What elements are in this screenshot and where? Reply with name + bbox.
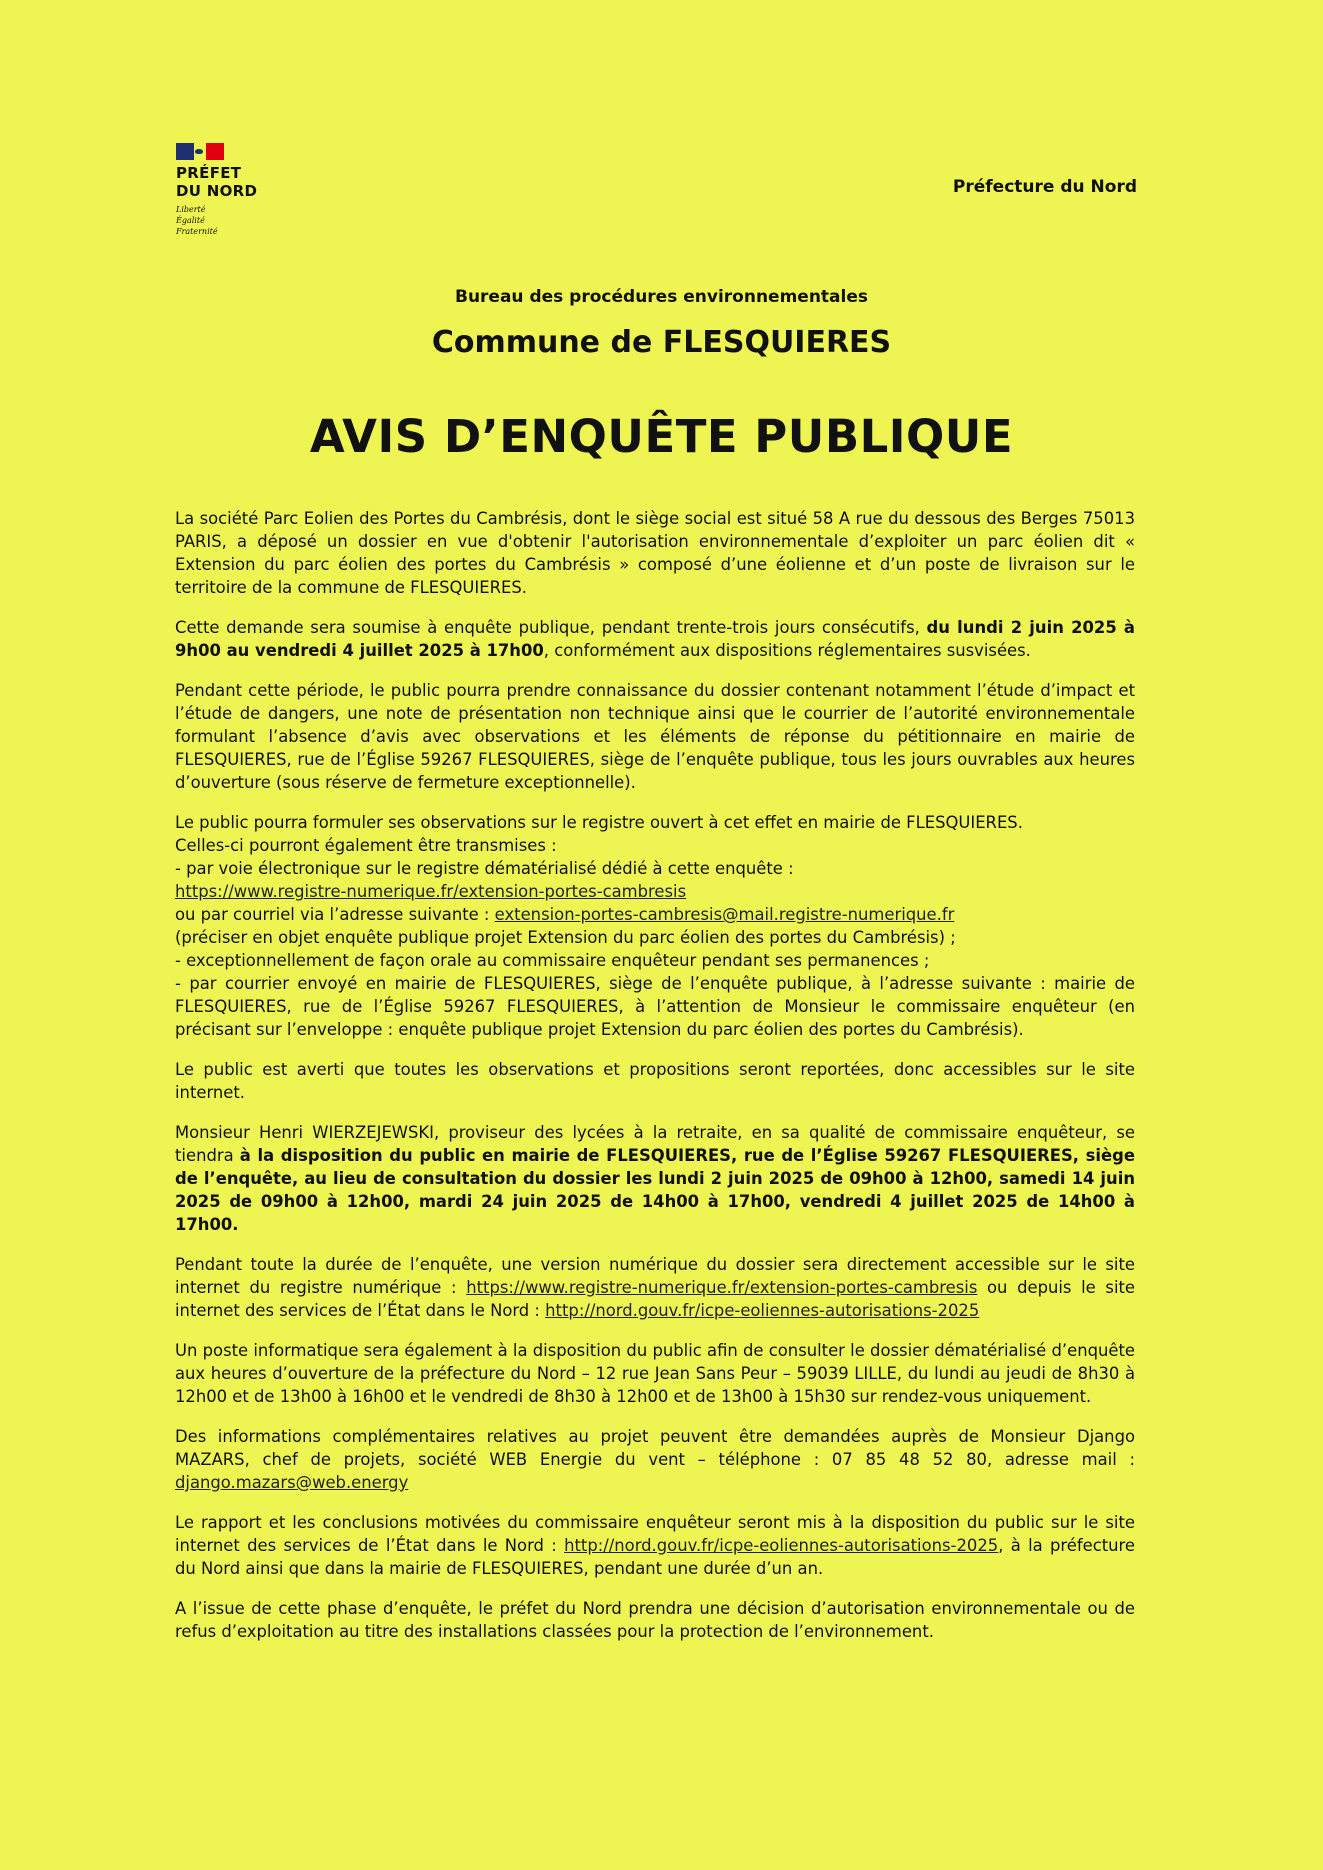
prefet-line1: PRÉFET bbox=[176, 164, 242, 182]
contact-email-link[interactable]: django.mazars@web.energy bbox=[175, 1473, 409, 1492]
avis-title: AVIS D’ENQUÊTE PUBLIQUE bbox=[309, 410, 1014, 463]
marianne-flag-icon bbox=[176, 143, 296, 160]
duration-dates: du lundi 2 juin 2025 à 9h00 au vendredi 4 juillet 2025 à 17h00 bbox=[175, 618, 1135, 660]
motto-fraternite: Fraternité bbox=[176, 227, 218, 236]
paragraph-computer-station: Un poste informatique sera également à la disposition du public afin de consulter le dossier dématérialisé d’enquête aux heures d’ouverture de la préfecture du Nord – 12 rue Jean Sans Peur – 59039 LILLE, du lundi au jeudi de 8h30 à 12h00 et de 13h00 à 16h00 et le vendredi de 8h30 à 12h00 et de 13h00 à 15h30 sur rendez-vous uniquement. bbox=[175, 1341, 1135, 1406]
prefet-name bbox=[176, 164, 296, 200]
registry-link[interactable]: https://www.registre-numerique.fr/extension-portes-cambresis bbox=[466, 1278, 978, 1297]
paragraph-duration bbox=[175, 616, 1135, 662]
paragraph-contact bbox=[175, 1425, 1135, 1494]
paragraph-commissioner bbox=[175, 1121, 1135, 1236]
prefecture-label: Préfecture du Nord bbox=[952, 177, 1137, 197]
report-text: , à la préfecture du Nord ainsi que dans la mairie de FLESQUIERES, pendant une durée d’un an. bbox=[175, 1536, 1135, 1578]
observations-line: ou par courriel via l’adresse suivante : bbox=[175, 905, 495, 924]
digital-text: Pendant toute la durée de l’enquête, une version numérique du dossier sera directement accessible sur le site internet du registre numérique : bbox=[175, 1255, 1135, 1297]
motto-egalite: Égalité bbox=[176, 216, 205, 225]
registry-link[interactable]: https://www.registre-numerique.fr/extension-portes-cambresis bbox=[175, 882, 687, 901]
duration-text-end: , conformément aux dispositions réglementaires susvisées. bbox=[543, 641, 1031, 660]
observations-line: (préciser en objet enquête publique projet Extension du parc éolien des portes du Cambrésis) ; bbox=[175, 928, 956, 947]
observations-line: - par voie électronique sur le registre dématérialisé dédié à cette enquête : bbox=[175, 859, 794, 878]
paragraph-decision: A l’issue de cette phase d’enquête, le préfet du Nord prendra une décision d’autorisation environnementale ou de refus d’exploitation au titre des installations classées pour la protection de l’environnement. bbox=[175, 1599, 1135, 1641]
registry-email-link[interactable]: extension-portes-cambresis@mail.registre-numerique.fr bbox=[494, 905, 955, 924]
commissioner-schedule: à la disposition du public en mairie de FLESQUIERES, rue de l’Église 59267 FLESQUIERES, siège de l’enquête, au lieu de consultation du dossier les lundi 2 juin 2025 de 09h00 à 12h00, samedi 14 juin 2025 de 09h00 à 12h00, mardi 24 juin 2025 de 14h00 à 17h00, vendredi 4 juillet 2025 de 14h00 à 17h00. bbox=[175, 1146, 1135, 1234]
contact-text: Des informations complémentaires relatives au projet peuvent être demandées auprès de Monsieur Django MAZARS, chef de projets, société WEB Energie du vent – téléphone : 07 85 48 52 80, adresse mail : bbox=[175, 1427, 1135, 1469]
paragraph-observations bbox=[175, 811, 1135, 1041]
paragraph-report bbox=[175, 1511, 1135, 1580]
paragraph-consultation: Pendant cette période, le public pourra prendre connaissance du dossier contenant notamment l’étude d’impact et l’étude de dangers, une note de présentation non technique ainsi que le courrier de l’autorité environnementale formulant l’absence d’avis avec observations et les éléments de réponse du pétitionnaire en mairie de FLESQUIERES, rue de l’Église 59267 FLESQUIERES, siège de l’enquête publique, tous les jours ouvrables aux heures d’ouverture (sous réserve de fermeture exceptionnelle). bbox=[175, 681, 1135, 792]
bureau-title: Bureau des procédures environnementales bbox=[454, 287, 869, 307]
motto-liberte: Liberté bbox=[176, 205, 206, 214]
commissioner-text: Monsieur Henri WIERZEJEWSKI, proviseur des lycées à la retraite, en sa qualité de commissaire enquêteur, se tiendra bbox=[175, 1123, 1135, 1165]
republic-motto bbox=[176, 204, 296, 237]
digital-text: ou depuis le site internet des services de l’État dans le Nord : bbox=[175, 1278, 1136, 1320]
notice-body bbox=[175, 507, 1135, 1660]
duration-text: Cette demande sera soumise à enquête publique, pendant trente-trois jours consécutifs, bbox=[175, 618, 927, 637]
prefecture-link[interactable]: http://nord.gouv.fr/icpe-eoliennes-autorisations-2025 bbox=[564, 1536, 999, 1555]
paragraph-digital-access bbox=[175, 1253, 1135, 1322]
commune-title: Commune de FLESQUIERES bbox=[431, 325, 892, 360]
prefet-logo bbox=[176, 143, 296, 237]
paragraph-public-notice: Le public est averti que toutes les observations et propositions seront reportées, donc accessibles sur le site internet. bbox=[175, 1060, 1135, 1102]
observations-line: - exceptionnellement de façon orale au commissaire enquêteur pendant ses permanences ; bbox=[175, 951, 930, 970]
observations-line: Le public pourra formuler ses observations sur le registre ouvert à cet effet en mairie de FLESQUIERES. bbox=[175, 813, 1023, 832]
paragraph-applicant: La société Parc Eolien des Portes du Cambrésis, dont le siège social est situé 58 A rue du dessous des Berges 75013 PARIS, a déposé un dossier en vue d'obtenir l'autorisation environnementale d’exploiter un parc éolien dit « Extension du parc éolien des portes du Cambrésis » composé d’une éolienne et d’un poste de livraison sur le territoire de la commune de FLESQUIERES. bbox=[175, 509, 1135, 597]
prefecture-link[interactable]: http://nord.gouv.fr/icpe-eoliennes-autorisations-2025 bbox=[545, 1301, 980, 1320]
prefet-line2: DU NORD bbox=[176, 182, 258, 200]
observations-line: Celles-ci pourront également être transmises : bbox=[175, 836, 557, 855]
observations-line: - par courrier envoyé en mairie de FLESQUIERES, siège de l’enquête publique, à l’adresse suivante : mairie de FLESQUIERES, rue de l’Église 59267 FLESQUIERES, à l’attention de Monsieur le commissaire enquêteur (en précisant sur l’enveloppe : enquête publique projet Extension du parc éolien des portes du Cambrésis). bbox=[175, 974, 1135, 1039]
report-text: Le rapport et les conclusions motivées du commissaire enquêteur seront mis à la disposition du public sur le site internet des services de l’État dans le Nord : bbox=[175, 1513, 1135, 1555]
